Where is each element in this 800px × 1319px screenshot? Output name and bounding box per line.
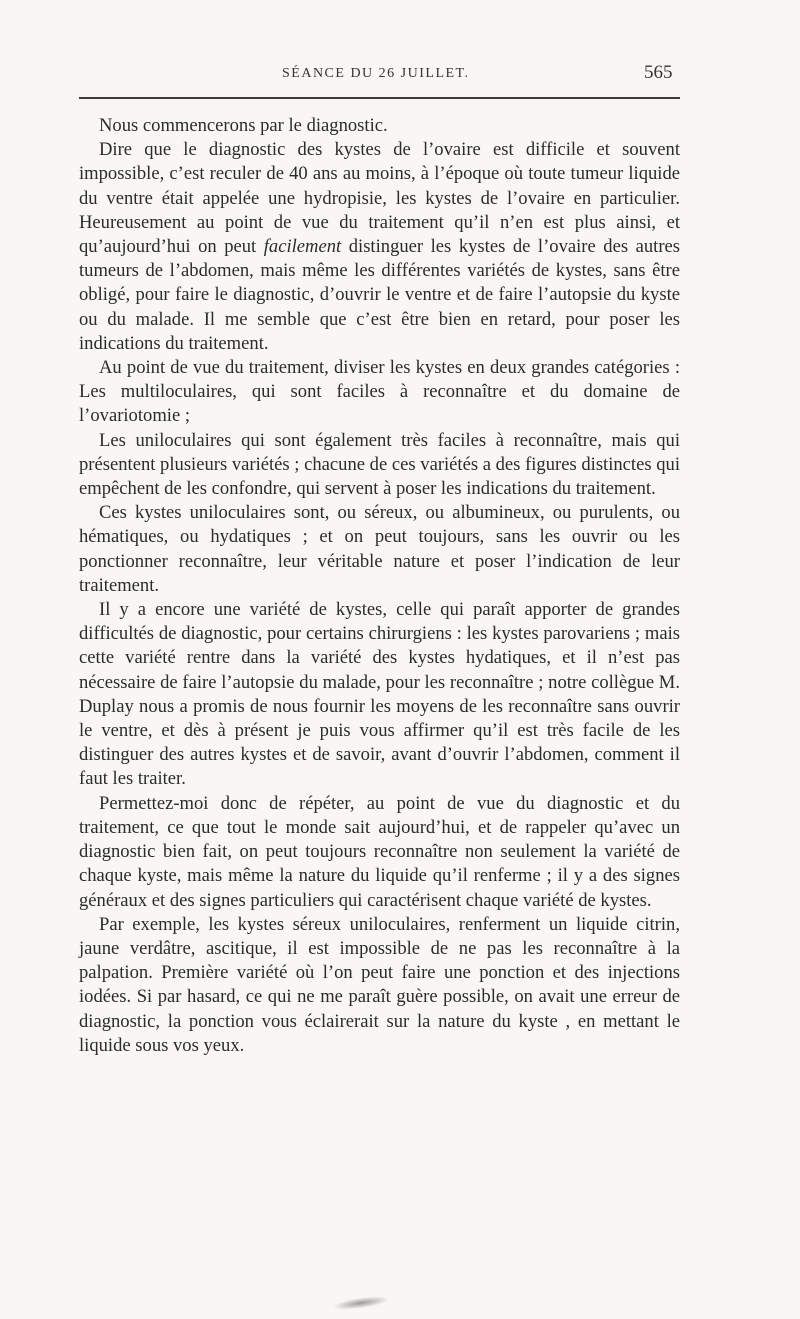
paragraph-2 (79, 138, 680, 356)
page-number: 565 (644, 62, 673, 83)
paragraph-7: Permettez-moi donc de répéter, au point de vue du diagnostic et du traitement, ce que tout le monde sait aujourd’hui, et de rappeler qu’avec un diagnostic bien fait, on peut toujours reconnaître non seulement la variété de chaque kyste, mais même la nature du liquide qu’il renferme ; il y a des signes généraux et des signes particuliers qui caractérisent chaque variété de kystes. (79, 792, 680, 911)
ink-smudge (334, 1294, 389, 1311)
paragraph-4: Les uniloculaires qui sont également très faciles à reconnaître, mais qui présentent plusieurs variétés ; chacune de ces variétés a des figures distinctes qui empêchent de les confondre, qui servent à poser les indications du traitement. (79, 429, 680, 500)
body-text (79, 114, 680, 1058)
paragraph-2-text-b: distinguer les kystes de l’ovaire des autres tumeurs de l’abdomen, mais même les différentes variétés de kystes, sans être obligé, pour faire le diagnostic, d’ouvrir le ventre et de faire l’autopsie du kyste ou du malade. Il me semble que c’est être bien en retard, pour poser les indications du traitement. (79, 236, 680, 354)
paragraph-2-italic: facilement (263, 236, 342, 258)
running-head: SÉANCE DU 26 JUILLET. (282, 66, 470, 81)
paragraph-6: Il y a encore une variété de kystes, celle qui paraît apporter de grandes difficultés de diagnostic, pour certains chirurgiens : les kystes parovariens ; mais cette variété rentre dans la variété des kystes hydatiques, et il n’est pas nécessaire de faire l’autopsie du malade, pour les reconnaître ; notre collègue M. Duplay nous a promis de nous fournir les moyens de les reconnaître sans ouvrir le ventre, et dès à présent je puis vous affirmer qu’il est très facile de les distinguer des autres kystes et de savoir, avant d’ouvrir l’abdomen, comment il faut les traiter. (79, 599, 680, 790)
paragraph-2-text-a: Dire que le diagnostic des kystes de l’ovaire est difficile et souvent impossible, c’est reculer de 40 ans au moins, à l’époque où toute tumeur liquide du ventre était appelée une hydropisie, les kystes de l’ovaire en particulier. Heureusement au point de vue du traitement qu’il n’en est plus ainsi, et qu’aujourd’hui on peut (79, 139, 680, 258)
paragraph-1: Nous commencerons par le diagnostic. (99, 115, 388, 136)
paragraph-3: Au point de vue du traitement, diviser les kystes en deux grandes catégories : Les multiloculaires, qui sont faciles à reconnaître et du domaine de l’ovariotomie ; (79, 357, 680, 427)
paragraph-5: Ces kystes uniloculaires sont, ou séreux, ou albumineux, ou purulents, ou hématiques, ou hydatiques ; et on peut toujours, sans les ouvrir ou les ponctionner reconnaître, leur véritable nature et poser l’indication de leur traitement. (79, 502, 680, 596)
header-rule (79, 97, 680, 99)
paragraph-8: Par exemple, les kystes séreux uniloculaires, renferment un liquide citrin, jaune verdâtre, ascitique, il est impossible de ne pas les reconnaître à la palpation. Première variété où l’on peut faire une ponction et des injections iodées. Si par hasard, ce qui ne me paraît guère possible, on avait une erreur de diagnostic, la ponction vous éclairerait sur la nature du kyste , en mettant le liquide sous vos yeux. (79, 913, 680, 1056)
